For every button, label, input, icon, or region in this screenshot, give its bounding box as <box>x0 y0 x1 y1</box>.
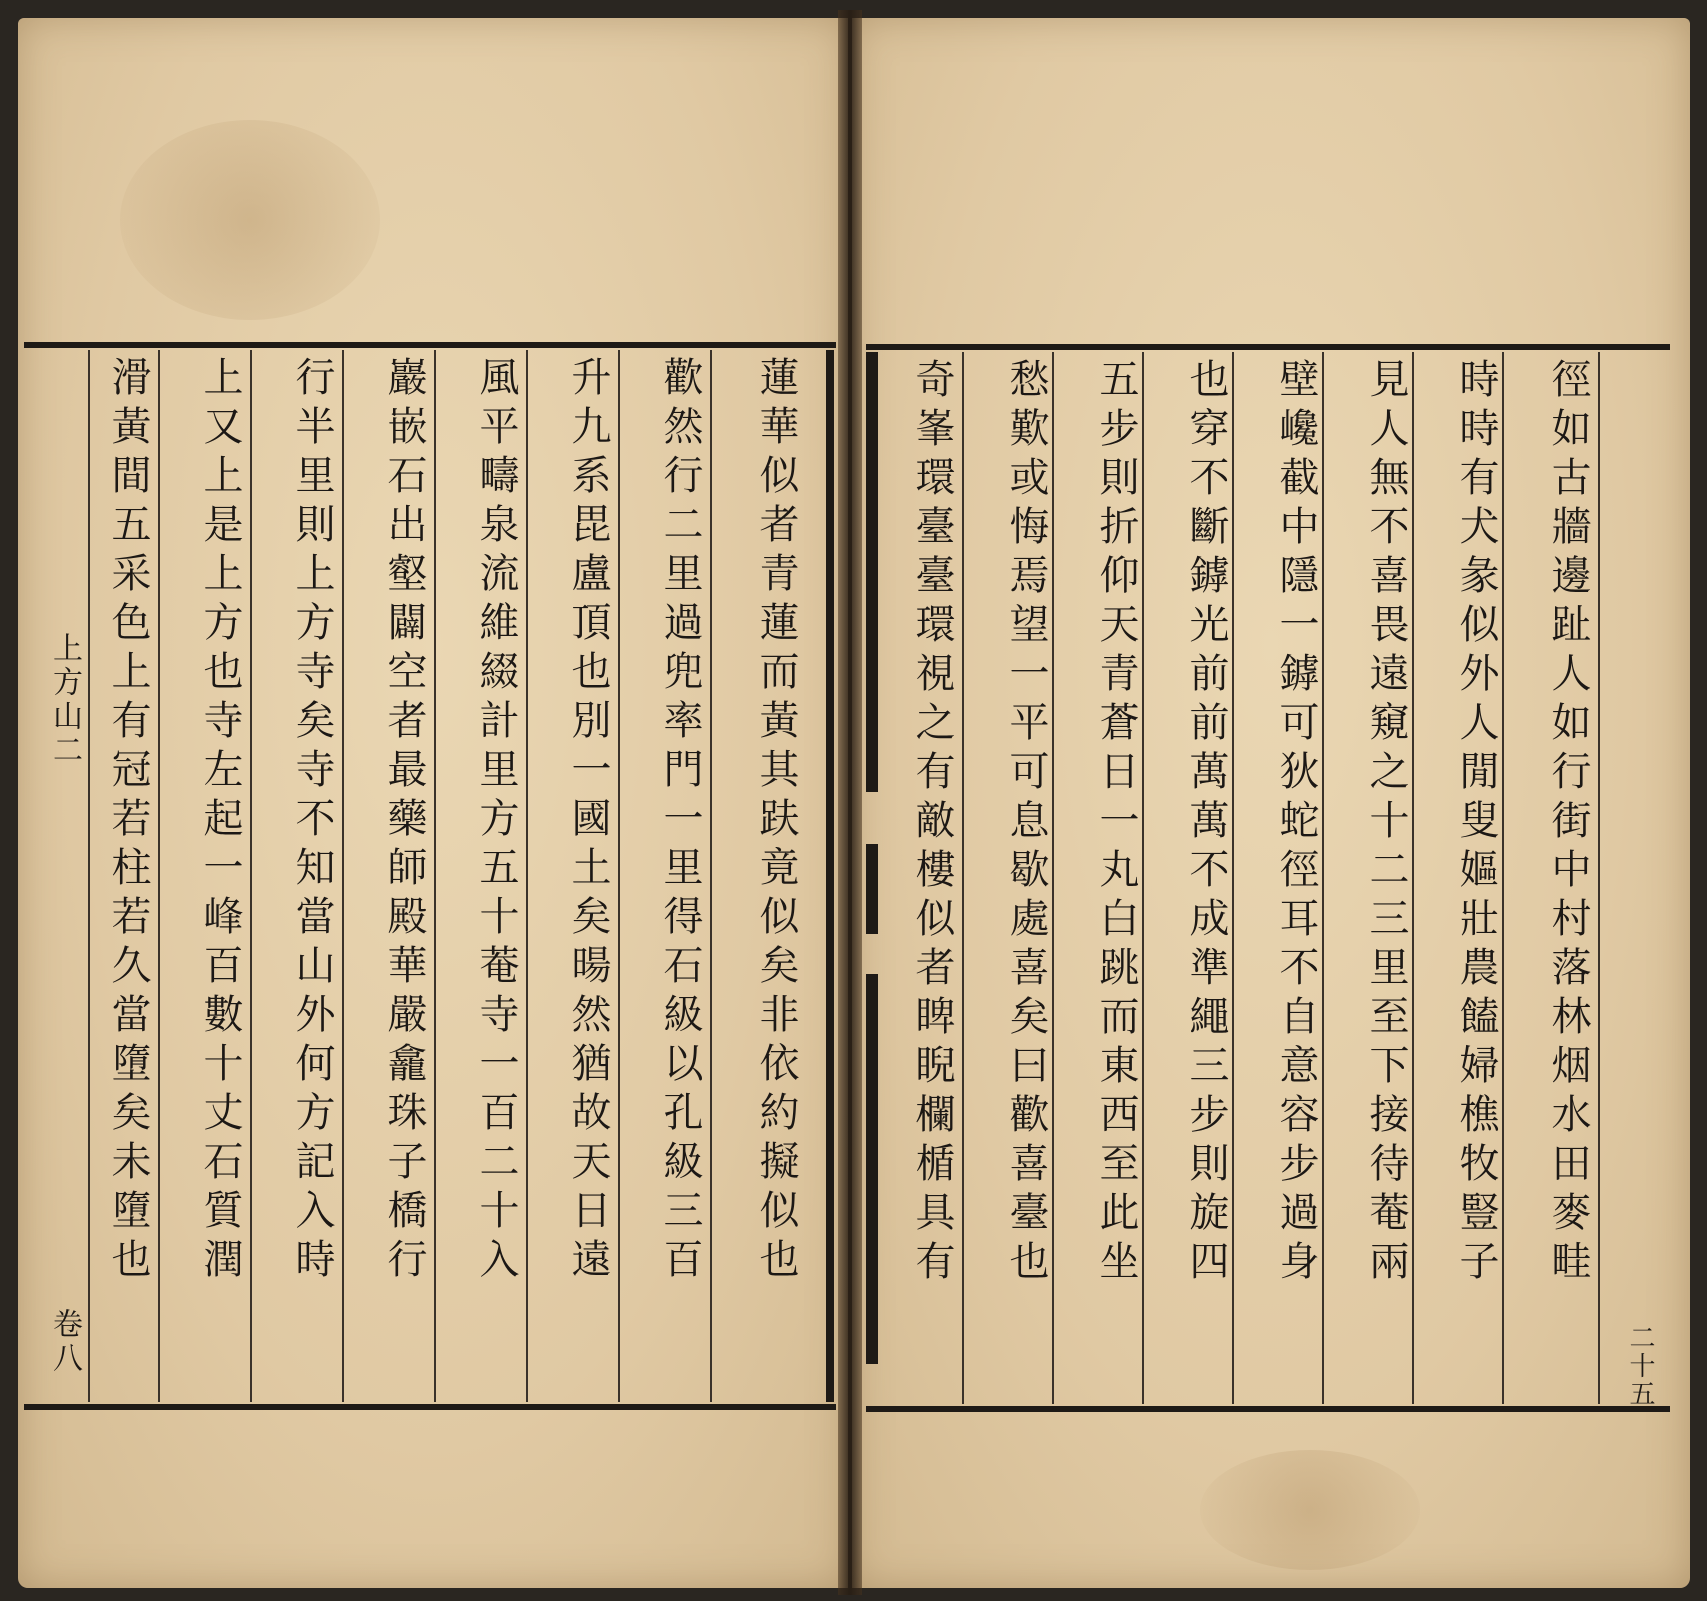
column-divider <box>158 350 160 1402</box>
fold-bar <box>866 974 878 1364</box>
text-column: 時時有犬彖似外人閒叟嫗壯農饁婦樵牧豎子 <box>1453 358 1499 1289</box>
text-column: 愁歎或悔焉望一平可息歇處喜矣曰歡喜臺也 <box>1003 358 1049 1289</box>
column-divider <box>962 352 964 1404</box>
column-divider <box>88 350 90 1402</box>
column-divider <box>434 350 436 1402</box>
text-column: 徑如古牆邊趾人如行街中村落林烟水田麥畦 <box>1545 358 1591 1289</box>
fold-bar <box>826 350 834 1402</box>
right-text-frame <box>866 344 1670 1412</box>
volume-label: 卷八 <box>47 1308 82 1376</box>
text-column: 上又上是上方也寺左起一峰百數十丈石質潤 <box>197 356 243 1287</box>
fold-bar <box>866 844 878 934</box>
column-divider <box>1412 352 1414 1404</box>
column-divider <box>1502 352 1504 1404</box>
text-column: 風平疇泉流維綴計里方五十菴寺一百二十入 <box>473 356 519 1287</box>
text-column: 壁巉截中隱一鏬可狄蛇徑耳不自意容步過身 <box>1273 358 1319 1289</box>
text-column: 巖嵌石出壑闢空者最藥師殿華嚴龕珠子橋行 <box>381 356 427 1287</box>
text-column: 升九系毘盧頂也別一國土矣暘然猶故天日遠 <box>565 356 611 1287</box>
chapter-label: 上方山二 <box>47 632 82 768</box>
frame-top-rule <box>24 342 836 348</box>
text-column: 五步則折仰天青蒼日一丸白跳而東西至此坐 <box>1093 358 1139 1289</box>
column-divider <box>710 350 712 1402</box>
text-column: 見人無不喜畏遠窺之十二三里至下接待菴兩 <box>1363 358 1409 1289</box>
fold-bar <box>866 352 878 792</box>
paper-stain <box>1200 1450 1420 1570</box>
column-divider <box>526 350 528 1402</box>
page-number: 二十五 <box>1625 1324 1655 1408</box>
left-text-frame <box>24 342 836 1410</box>
paper-stain <box>120 120 380 320</box>
frame-bottom-rule <box>24 1404 836 1410</box>
column-divider <box>1322 352 1324 1404</box>
text-column: 歡然行二里過兜率門一里得石級以孔級三百 <box>657 356 703 1287</box>
frame-bottom-rule <box>866 1406 1670 1412</box>
book-gutter <box>838 10 862 1595</box>
column-divider <box>250 350 252 1402</box>
column-divider <box>618 350 620 1402</box>
text-column: 蓮華似者青蓮而黃其趺竟似矣非依約擬似也 <box>753 356 799 1287</box>
text-column: 奇峯環臺臺環視之有敵樓似者睥睨欄楯具有 <box>909 358 955 1289</box>
column-divider <box>1598 352 1600 1404</box>
column-divider <box>342 350 344 1402</box>
frame-top-rule <box>866 344 1670 350</box>
column-divider <box>1232 352 1234 1404</box>
text-column: 也穿不斷鏬光前前萬萬不成準繩三步則旋四 <box>1183 358 1229 1289</box>
column-divider <box>1052 352 1054 1404</box>
column-divider <box>1142 352 1144 1404</box>
text-column: 滑黃間五采色上有冠若柱若久當墮矣未墮也 <box>105 356 151 1287</box>
text-column: 行半里則上方寺矣寺不知當山外何方記入時 <box>289 356 335 1287</box>
